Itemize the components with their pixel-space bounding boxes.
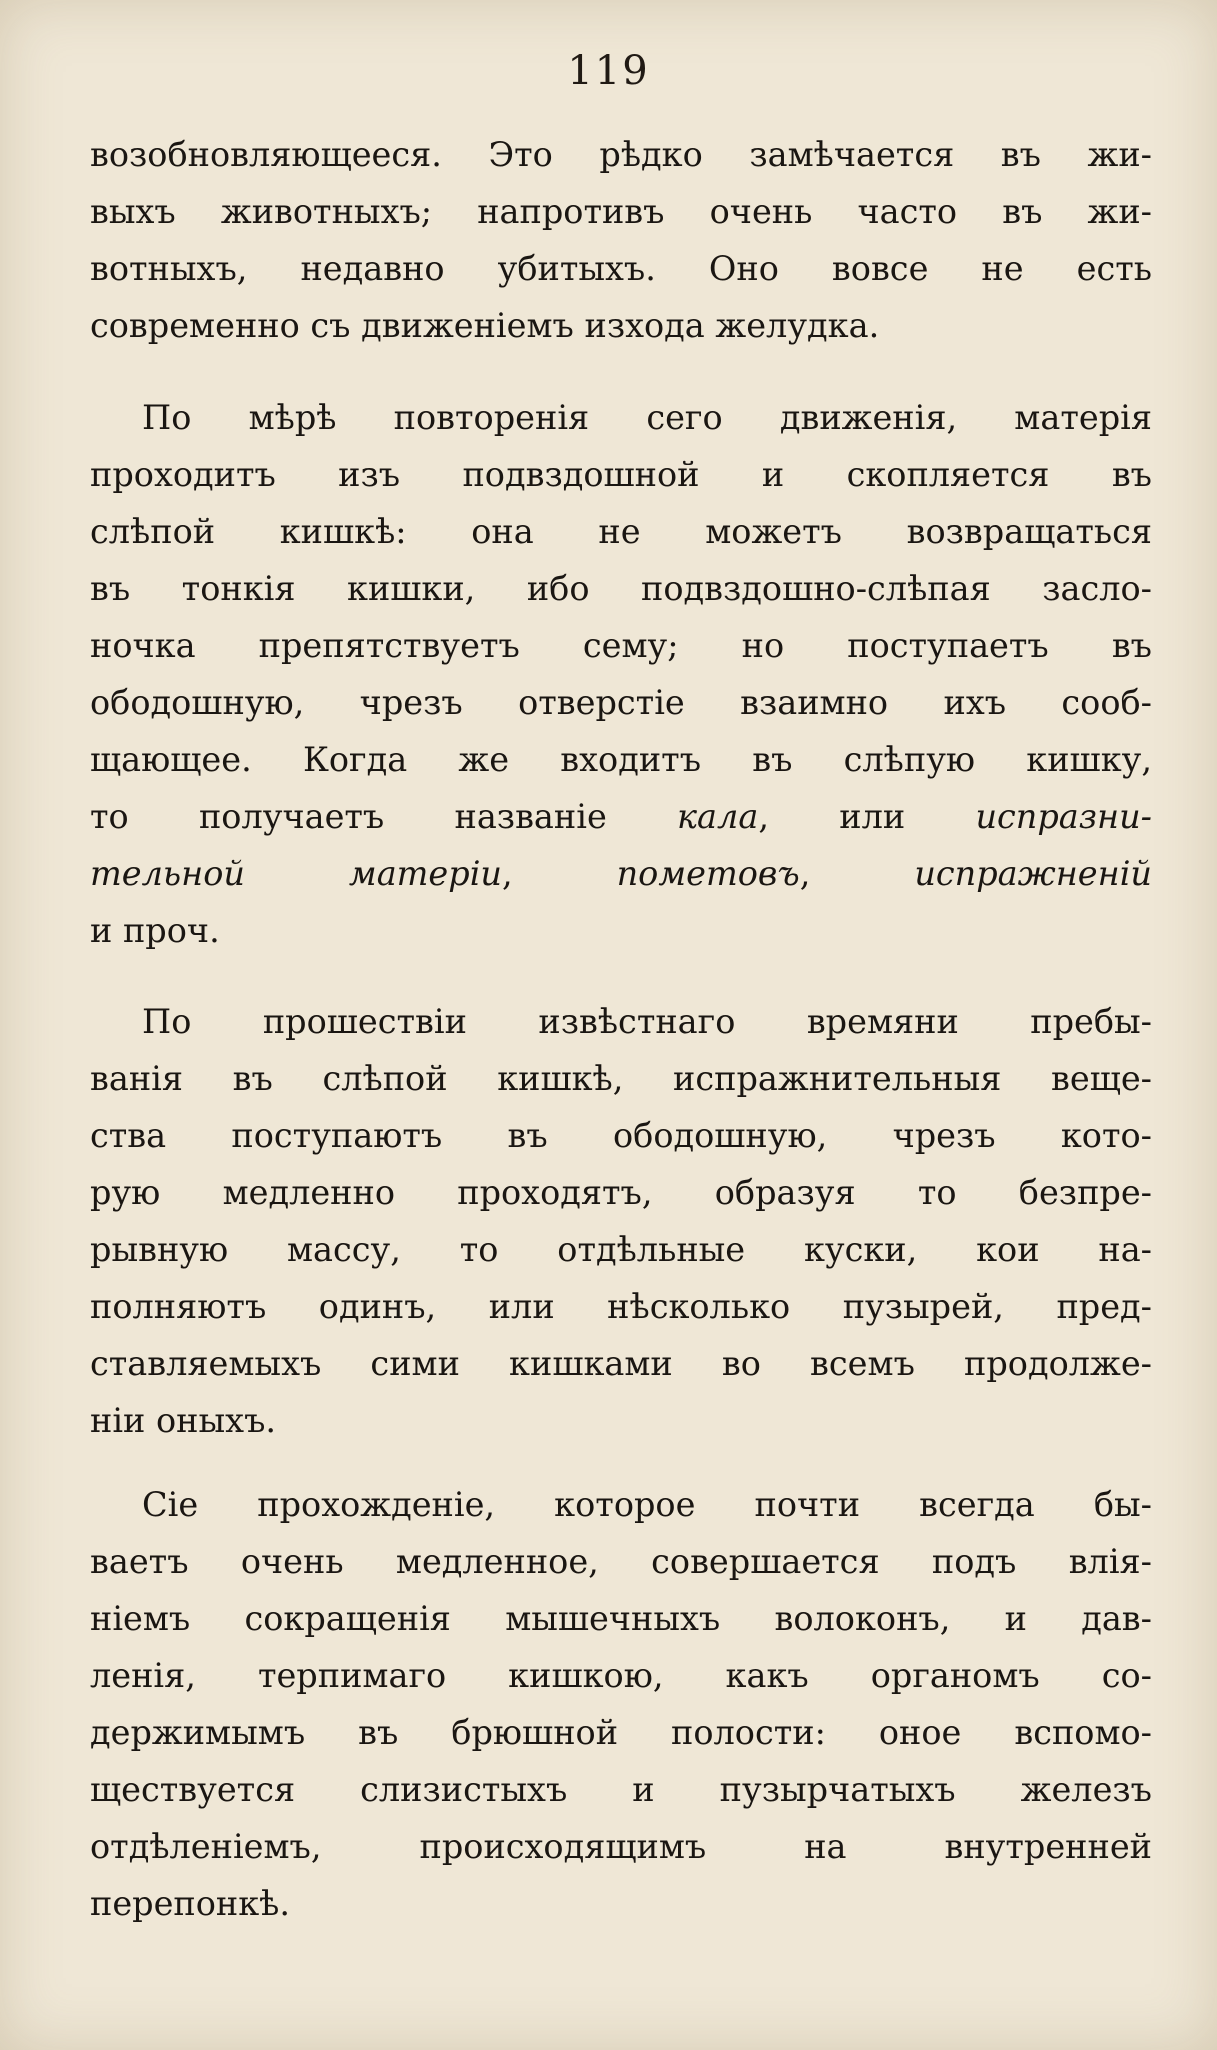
italic-term: тельной матерiи	[90, 854, 502, 893]
text-line: ночка препятствуетъ сему; но поступаетъ въ	[90, 626, 1152, 665]
text-line: Сiе прохожденiе, которое почти всегда бы-	[142, 1485, 1152, 1524]
text-line: и проч.	[90, 911, 220, 950]
text-line: ства поступаютъ въ ободошную, чрезъ кото-	[90, 1116, 1152, 1155]
page-number: 119	[567, 48, 650, 94]
italic-term: пометовъ	[616, 854, 800, 893]
text-segment: ,	[502, 854, 513, 893]
text-line	[90, 845, 1152, 902]
text-line: ществуется слизистыхъ и пузырчатыхъ железъ	[90, 1770, 1152, 1809]
text-line: перепонкѣ.	[90, 1884, 291, 1923]
text-line: ванiя въ слѣпой кишкѣ, испражнительныя веще-	[90, 1059, 1152, 1098]
text-line	[90, 788, 1152, 845]
text-line: отдѣленiемъ, происходящимъ на внутренней	[90, 1827, 1152, 1866]
text-line: ваетъ очень медленное, совершается подъ влiя-	[90, 1542, 1152, 1581]
text-line: ставляемыхъ сими кишками во всемъ продолже-	[90, 1344, 1152, 1383]
text-segment: , или	[758, 797, 906, 836]
paragraph-3	[90, 993, 1152, 1449]
text-line: держимымъ въ брюшной полости: оное вспомо-	[90, 1713, 1152, 1752]
text-line: ободошную, чрезъ отверстiе взаимно ихъ сооб-	[90, 683, 1152, 722]
paragraph-1	[90, 126, 1152, 354]
italic-term: испражненiй	[914, 854, 1152, 893]
text-segment: ,	[799, 854, 811, 893]
text-line: возобновляющееся. Это рѣдко замѣчается въ жи-	[90, 135, 1152, 174]
text-line: По мѣрѣ повторенiя сего движенiя, матерiя	[142, 398, 1152, 437]
text-line: въ тонкiя кишки, ибо подвздошно-слѣпая засло-	[90, 569, 1152, 608]
text-line: слѣпой кишкѣ: она не можетъ возвращаться	[90, 512, 1152, 551]
text-line: вотныхъ, недавно убитыхъ. Оно вовсе не есть	[90, 249, 1152, 288]
text-line: выхъ животныхъ; напротивъ очень часто въ жи-	[90, 192, 1152, 231]
text-line: По прошествiи извѣстнаго времяни пребы-	[142, 1002, 1152, 1041]
text-line: рывную массу, то отдѣльные куски, кои на-	[90, 1230, 1152, 1269]
text-line: проходитъ изъ подвздошной и скопляется въ	[90, 455, 1152, 494]
text-line: нiи оныхъ.	[90, 1401, 277, 1440]
text-line: рую медленно проходятъ, образуя то безпре-	[90, 1173, 1152, 1212]
text-line: полняютъ одинъ, или нѣсколько пузырей, пред-	[90, 1287, 1152, 1326]
text-line: щающее. Когда же входитъ въ слѣпую кишку,	[90, 740, 1152, 779]
text-line: нiемъ сокращенiя мышечныхъ волоконъ, и дав-	[90, 1599, 1152, 1638]
italic-term: испразни-	[975, 797, 1152, 836]
paragraph-4	[90, 1476, 1152, 1932]
text-line: ленiя, терпимаго кишкою, какъ органомъ со-	[90, 1656, 1152, 1695]
paragraph-2	[90, 389, 1152, 959]
italic-term: кала	[677, 797, 759, 836]
text-segment: то получаетъ названiе	[90, 797, 607, 836]
text-line: современно съ движенiемъ изхода желудка.	[90, 306, 880, 345]
